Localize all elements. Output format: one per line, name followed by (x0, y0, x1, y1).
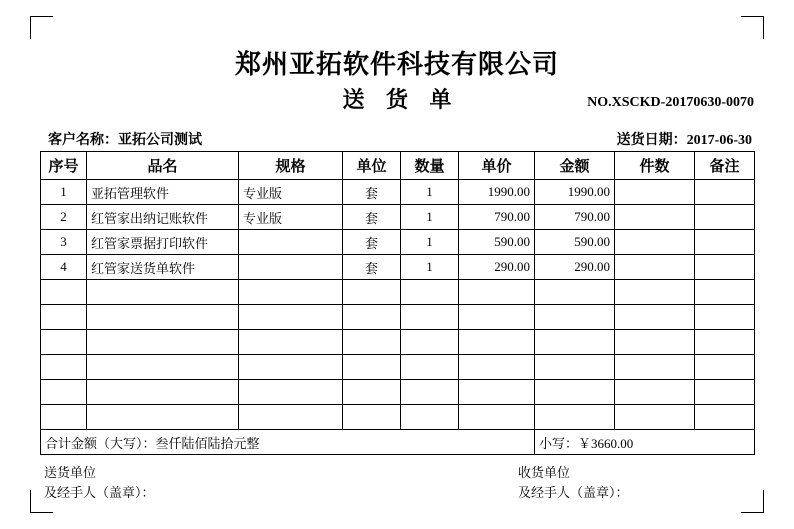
sender-signature-block (44, 463, 155, 503)
header-remark: 备注 (695, 152, 755, 180)
table-row (41, 380, 755, 405)
items-table (40, 151, 755, 455)
cell-pieces (615, 355, 695, 380)
delivery-note-sheet (40, 30, 754, 507)
cell-spec (239, 355, 343, 380)
cell-amount (535, 405, 615, 430)
total-in-words: 合计金额（大写）：叁仟陆佰陆拾元整 (41, 430, 535, 455)
cell-pieces (615, 180, 695, 205)
cell-remark (695, 305, 755, 330)
cell-qty (401, 330, 459, 355)
cell-unit (343, 280, 401, 305)
cell-pieces (615, 305, 695, 330)
cell-seq (41, 280, 87, 305)
cell-qty (401, 280, 459, 305)
company-name: 郑州亚拓软件科技有限公司 (234, 50, 559, 79)
header-amount: 金额 (535, 152, 615, 180)
table-row (41, 405, 755, 430)
document-type-title: 送 货 单 (342, 87, 460, 112)
cell-remark (695, 255, 755, 280)
cell-qty: 1 (401, 230, 459, 255)
document-number: NO.XSCKD-20170630-0070 (587, 95, 754, 110)
table-row (41, 205, 755, 230)
cell-spec (239, 405, 343, 430)
customer-name: 客户名称：亚拓公司测试 (48, 133, 202, 148)
cell-name (87, 305, 239, 330)
cell-spec (239, 305, 343, 330)
cell-qty: 1 (401, 205, 459, 230)
header-unit: 单位 (343, 152, 401, 180)
cell-seq: 2 (41, 205, 87, 230)
cell-seq (41, 330, 87, 355)
cell-pieces (615, 330, 695, 355)
header-price: 单价 (459, 152, 535, 180)
receiver-signature-block (518, 463, 629, 503)
cell-qty (401, 355, 459, 380)
cell-spec (239, 230, 343, 255)
cell-price: 790.00 (459, 205, 535, 230)
cell-qty (401, 380, 459, 405)
cell-pieces (615, 205, 695, 230)
header-qty: 数量 (401, 152, 459, 180)
cell-price (459, 380, 535, 405)
cell-qty (401, 305, 459, 330)
cell-unit (343, 380, 401, 405)
cell-unit: 套 (343, 255, 401, 280)
cell-unit: 套 (343, 230, 401, 255)
cell-unit (343, 330, 401, 355)
cell-amount (535, 330, 615, 355)
cell-remark (695, 355, 755, 380)
cell-spec (239, 380, 343, 405)
cell-seq (41, 305, 87, 330)
cell-price (459, 330, 535, 355)
header-name: 品名 (87, 152, 239, 180)
sender-label-line1: 送货单位 (44, 465, 97, 480)
cell-name: 红管家送货单软件 (87, 255, 239, 280)
cell-name (87, 405, 239, 430)
cell-qty (401, 405, 459, 430)
cell-pieces (615, 280, 695, 305)
meta-row (40, 123, 754, 149)
cell-spec (239, 280, 343, 305)
cell-seq: 3 (41, 230, 87, 255)
cell-seq (41, 380, 87, 405)
cell-price: 290.00 (459, 255, 535, 280)
table-header-row (41, 152, 755, 180)
cell-remark (695, 280, 755, 305)
cell-name (87, 355, 239, 380)
cell-pieces (615, 230, 695, 255)
delivery-date: 送货日期：2017-06-30 (616, 133, 752, 148)
cell-spec: 专业版 (239, 205, 343, 230)
cell-qty: 1 (401, 255, 459, 280)
total-in-figures: 小写：￥3660.00 (535, 430, 755, 455)
cell-pieces (615, 405, 695, 430)
cell-unit (343, 405, 401, 430)
cell-remark (695, 330, 755, 355)
cell-price (459, 405, 535, 430)
receiver-label-line1: 收货单位 (518, 465, 571, 480)
table-row (41, 180, 755, 205)
cell-pieces (615, 255, 695, 280)
cell-price: 1990.00 (459, 180, 535, 205)
doc-type-row (40, 83, 754, 113)
table-row (41, 255, 755, 280)
cell-amount (535, 380, 615, 405)
cell-name (87, 280, 239, 305)
receiver-label-line2: 及经手人（盖章）： (518, 485, 629, 500)
table-row (41, 355, 755, 380)
header-spec: 规格 (239, 152, 343, 180)
cell-amount: 1990.00 (535, 180, 615, 205)
cell-seq (41, 405, 87, 430)
cell-unit (343, 305, 401, 330)
table-row (41, 230, 755, 255)
cell-pieces (615, 380, 695, 405)
cell-unit: 套 (343, 205, 401, 230)
cell-amount (535, 355, 615, 380)
items-table-body (41, 180, 755, 455)
cell-amount (535, 280, 615, 305)
cell-seq: 1 (41, 180, 87, 205)
cell-amount: 290.00 (535, 255, 615, 280)
cell-price (459, 305, 535, 330)
cell-name (87, 380, 239, 405)
sender-label-line2: 及经手人（盖章）： (44, 485, 155, 500)
cell-name: 红管家票据打印软件 (87, 230, 239, 255)
totals-row (41, 430, 755, 455)
cell-remark (695, 405, 755, 430)
table-row (41, 280, 755, 305)
cell-remark (695, 380, 755, 405)
cell-remark (695, 230, 755, 255)
cell-remark (695, 180, 755, 205)
cell-name: 亚拓管理软件 (87, 180, 239, 205)
cell-seq: 4 (41, 255, 87, 280)
cell-spec: 专业版 (239, 180, 343, 205)
cell-name: 红管家出纳记账软件 (87, 205, 239, 230)
cell-amount: 790.00 (535, 205, 615, 230)
cell-price (459, 355, 535, 380)
cell-seq (41, 355, 87, 380)
cell-amount: 590.00 (535, 230, 615, 255)
cell-price: 590.00 (459, 230, 535, 255)
cell-spec (239, 330, 343, 355)
header-seq: 序号 (41, 152, 87, 180)
cell-amount (535, 305, 615, 330)
table-row (41, 305, 755, 330)
table-row (41, 330, 755, 355)
cell-qty: 1 (401, 180, 459, 205)
header-pieces: 件数 (615, 152, 695, 180)
cell-spec (239, 255, 343, 280)
cell-name (87, 330, 239, 355)
cell-remark (695, 205, 755, 230)
cell-unit (343, 355, 401, 380)
signature-footer (40, 463, 754, 507)
cell-unit: 套 (343, 180, 401, 205)
cell-price (459, 280, 535, 305)
